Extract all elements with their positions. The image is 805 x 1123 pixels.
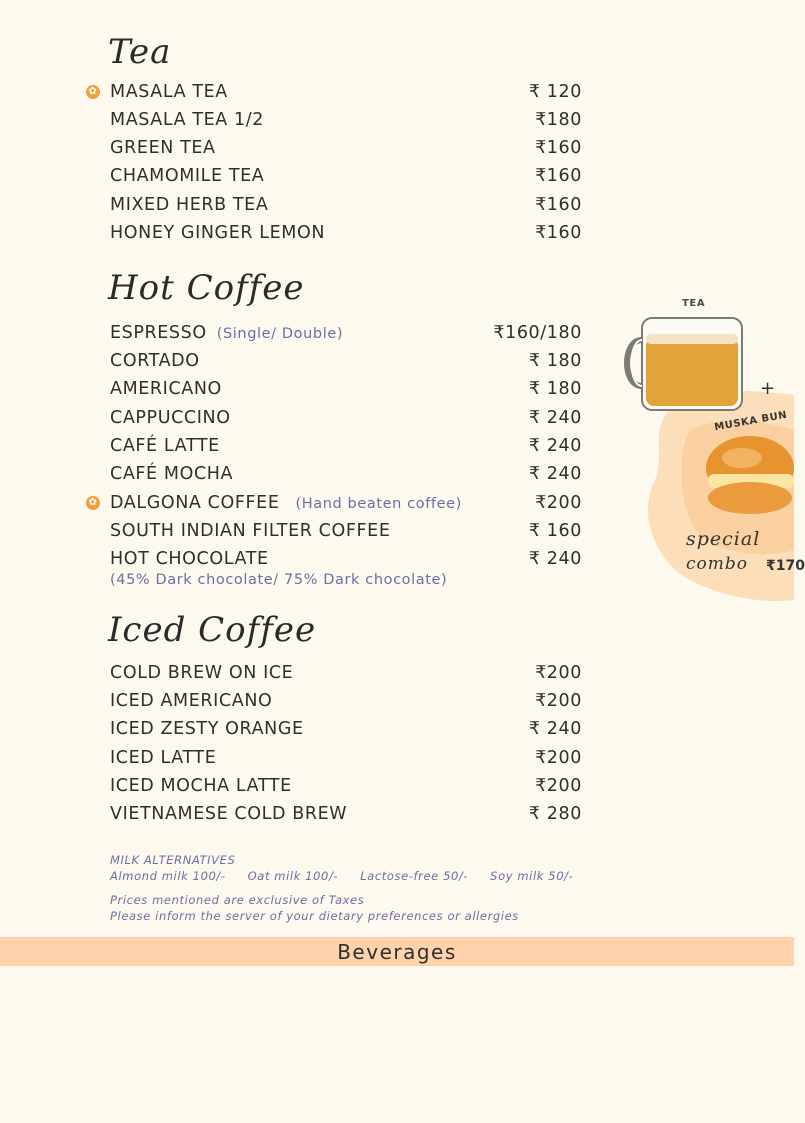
menu-item-masala-tea-half (110, 110, 582, 136)
special-text: special (686, 528, 761, 550)
item-price: ₹160/180 (493, 323, 582, 343)
item-name: COLD BREW ON ICE (110, 663, 294, 683)
item-price: ₹160 (535, 138, 582, 158)
item-note: (Hand beaten coffee) (295, 496, 462, 512)
hot-chocolate-options: (45% Dark chocolate/ 75% Dark chocolate) (110, 572, 448, 588)
item-price: ₹ 180 (528, 379, 582, 399)
star-icon: ✿ (86, 496, 100, 510)
menu-item-south-indian-filter-coffee (110, 521, 582, 547)
menu-item-dalgona-coffee (88, 493, 582, 519)
combo-text: combo (686, 554, 748, 574)
item-price: ₹160 (535, 223, 582, 243)
item-name: AMERICANO (110, 379, 222, 399)
item-price: ₹200 (535, 663, 582, 683)
menu-item-cafe-mocha (110, 464, 582, 490)
bun-label: MUSKA BUN (713, 409, 789, 434)
tax-note: Prices mentioned are exclusive of Taxes (110, 893, 365, 907)
item-name: MASALA TEA 1/2 (110, 110, 265, 130)
menu-item-espresso (110, 323, 582, 349)
milk-option: Almond milk 100/- (110, 869, 226, 883)
item-name: CAFÉ LATTE (110, 436, 220, 456)
item-name: MIXED HERB TEA (110, 195, 269, 215)
menu-item-iced-latte (110, 748, 582, 774)
menu-item-masala-tea (88, 82, 582, 108)
item-price: ₹200 (535, 691, 582, 711)
item-price: ₹200 (535, 748, 582, 768)
item-name: ICED MOCHA LATTE (110, 776, 292, 796)
menu-item-americano (110, 379, 582, 405)
menu-item-iced-zesty-orange (110, 719, 582, 745)
item-name: HOT CHOCOLATE (110, 549, 269, 569)
menu-item-chamomile-tea (110, 166, 582, 192)
item-price: ₹160 (535, 166, 582, 186)
menu-item-iced-americano (110, 691, 582, 717)
item-price: ₹ 240 (528, 408, 582, 428)
item-name: VIETNAMESE COLD BREW (110, 804, 348, 824)
item-name: ICED AMERICANO (110, 691, 273, 711)
item-price: ₹ 160 (528, 521, 582, 541)
section-title-iced-coffee: Iced Coffee (108, 610, 317, 650)
item-price: ₹ 240 (528, 464, 582, 484)
menu-item-cold-brew-on-ice (110, 663, 582, 689)
item-name: HONEY GINGER LEMON (110, 223, 326, 243)
milk-option: Soy milk 50/- (490, 869, 574, 883)
item-name: DALGONA COFFEE (110, 493, 280, 513)
menu-item-cafe-latte (110, 436, 582, 462)
item-name: ICED ZESTY ORANGE (110, 719, 304, 739)
item-name: ESPRESSO (110, 323, 207, 343)
dietary-note: Please inform the server of your dietary preferences or allergies (110, 909, 519, 923)
menu-item-vietnamese-cold-brew (110, 804, 582, 830)
item-price: ₹ 180 (528, 351, 582, 371)
item-name: CAFÉ MOCHA (110, 464, 234, 484)
item-name: SOUTH INDIAN FILTER COFFEE (110, 521, 391, 541)
item-name: GREEN TEA (110, 138, 216, 158)
menu-item-cappuccino (110, 408, 582, 434)
plus-sign: + (760, 378, 776, 399)
milk-option: Lactose-free 50/- (360, 869, 469, 883)
item-name: MASALA TEA (110, 82, 228, 102)
special-combo-illustration (630, 290, 805, 610)
milk-alternatives-heading: MILK ALTERNATIVES (110, 853, 236, 867)
tea-label: TEA (682, 298, 706, 309)
item-price: ₹ 120 (528, 82, 582, 102)
menu-item-honey-ginger-lemon (110, 223, 582, 249)
combo-price: ₹170 (766, 558, 805, 574)
menu-item-green-tea (110, 138, 582, 164)
item-name: CHAMOMILE TEA (110, 166, 265, 186)
item-price: ₹200 (535, 776, 582, 796)
item-price: ₹180 (535, 110, 582, 130)
milk-option: Oat milk 100/- (247, 869, 339, 883)
menu-item-iced-mocha-latte (110, 776, 582, 802)
item-price: ₹200 (535, 493, 582, 513)
item-name: ICED LATTE (110, 748, 217, 768)
menu-item-mixed-herb-tea (110, 195, 582, 221)
category-band (0, 937, 794, 966)
menu-item-cortado (110, 351, 582, 377)
category-label: Beverages (337, 940, 457, 964)
star-icon: ✿ (86, 85, 100, 99)
section-title-hot-coffee: Hot Coffee (108, 268, 305, 308)
item-name: CAPPUCCINO (110, 408, 231, 428)
item-price: ₹ 240 (528, 436, 582, 456)
section-title-tea: Tea (108, 32, 172, 72)
item-price: ₹ 240 (528, 549, 582, 569)
milk-alternatives-list (110, 869, 595, 883)
item-note: (Single/ Double) (216, 326, 344, 342)
item-price: ₹ 240 (528, 719, 582, 739)
item-price: ₹ 280 (528, 804, 582, 824)
item-price: ₹160 (535, 195, 582, 215)
item-name: CORTADO (110, 351, 200, 371)
